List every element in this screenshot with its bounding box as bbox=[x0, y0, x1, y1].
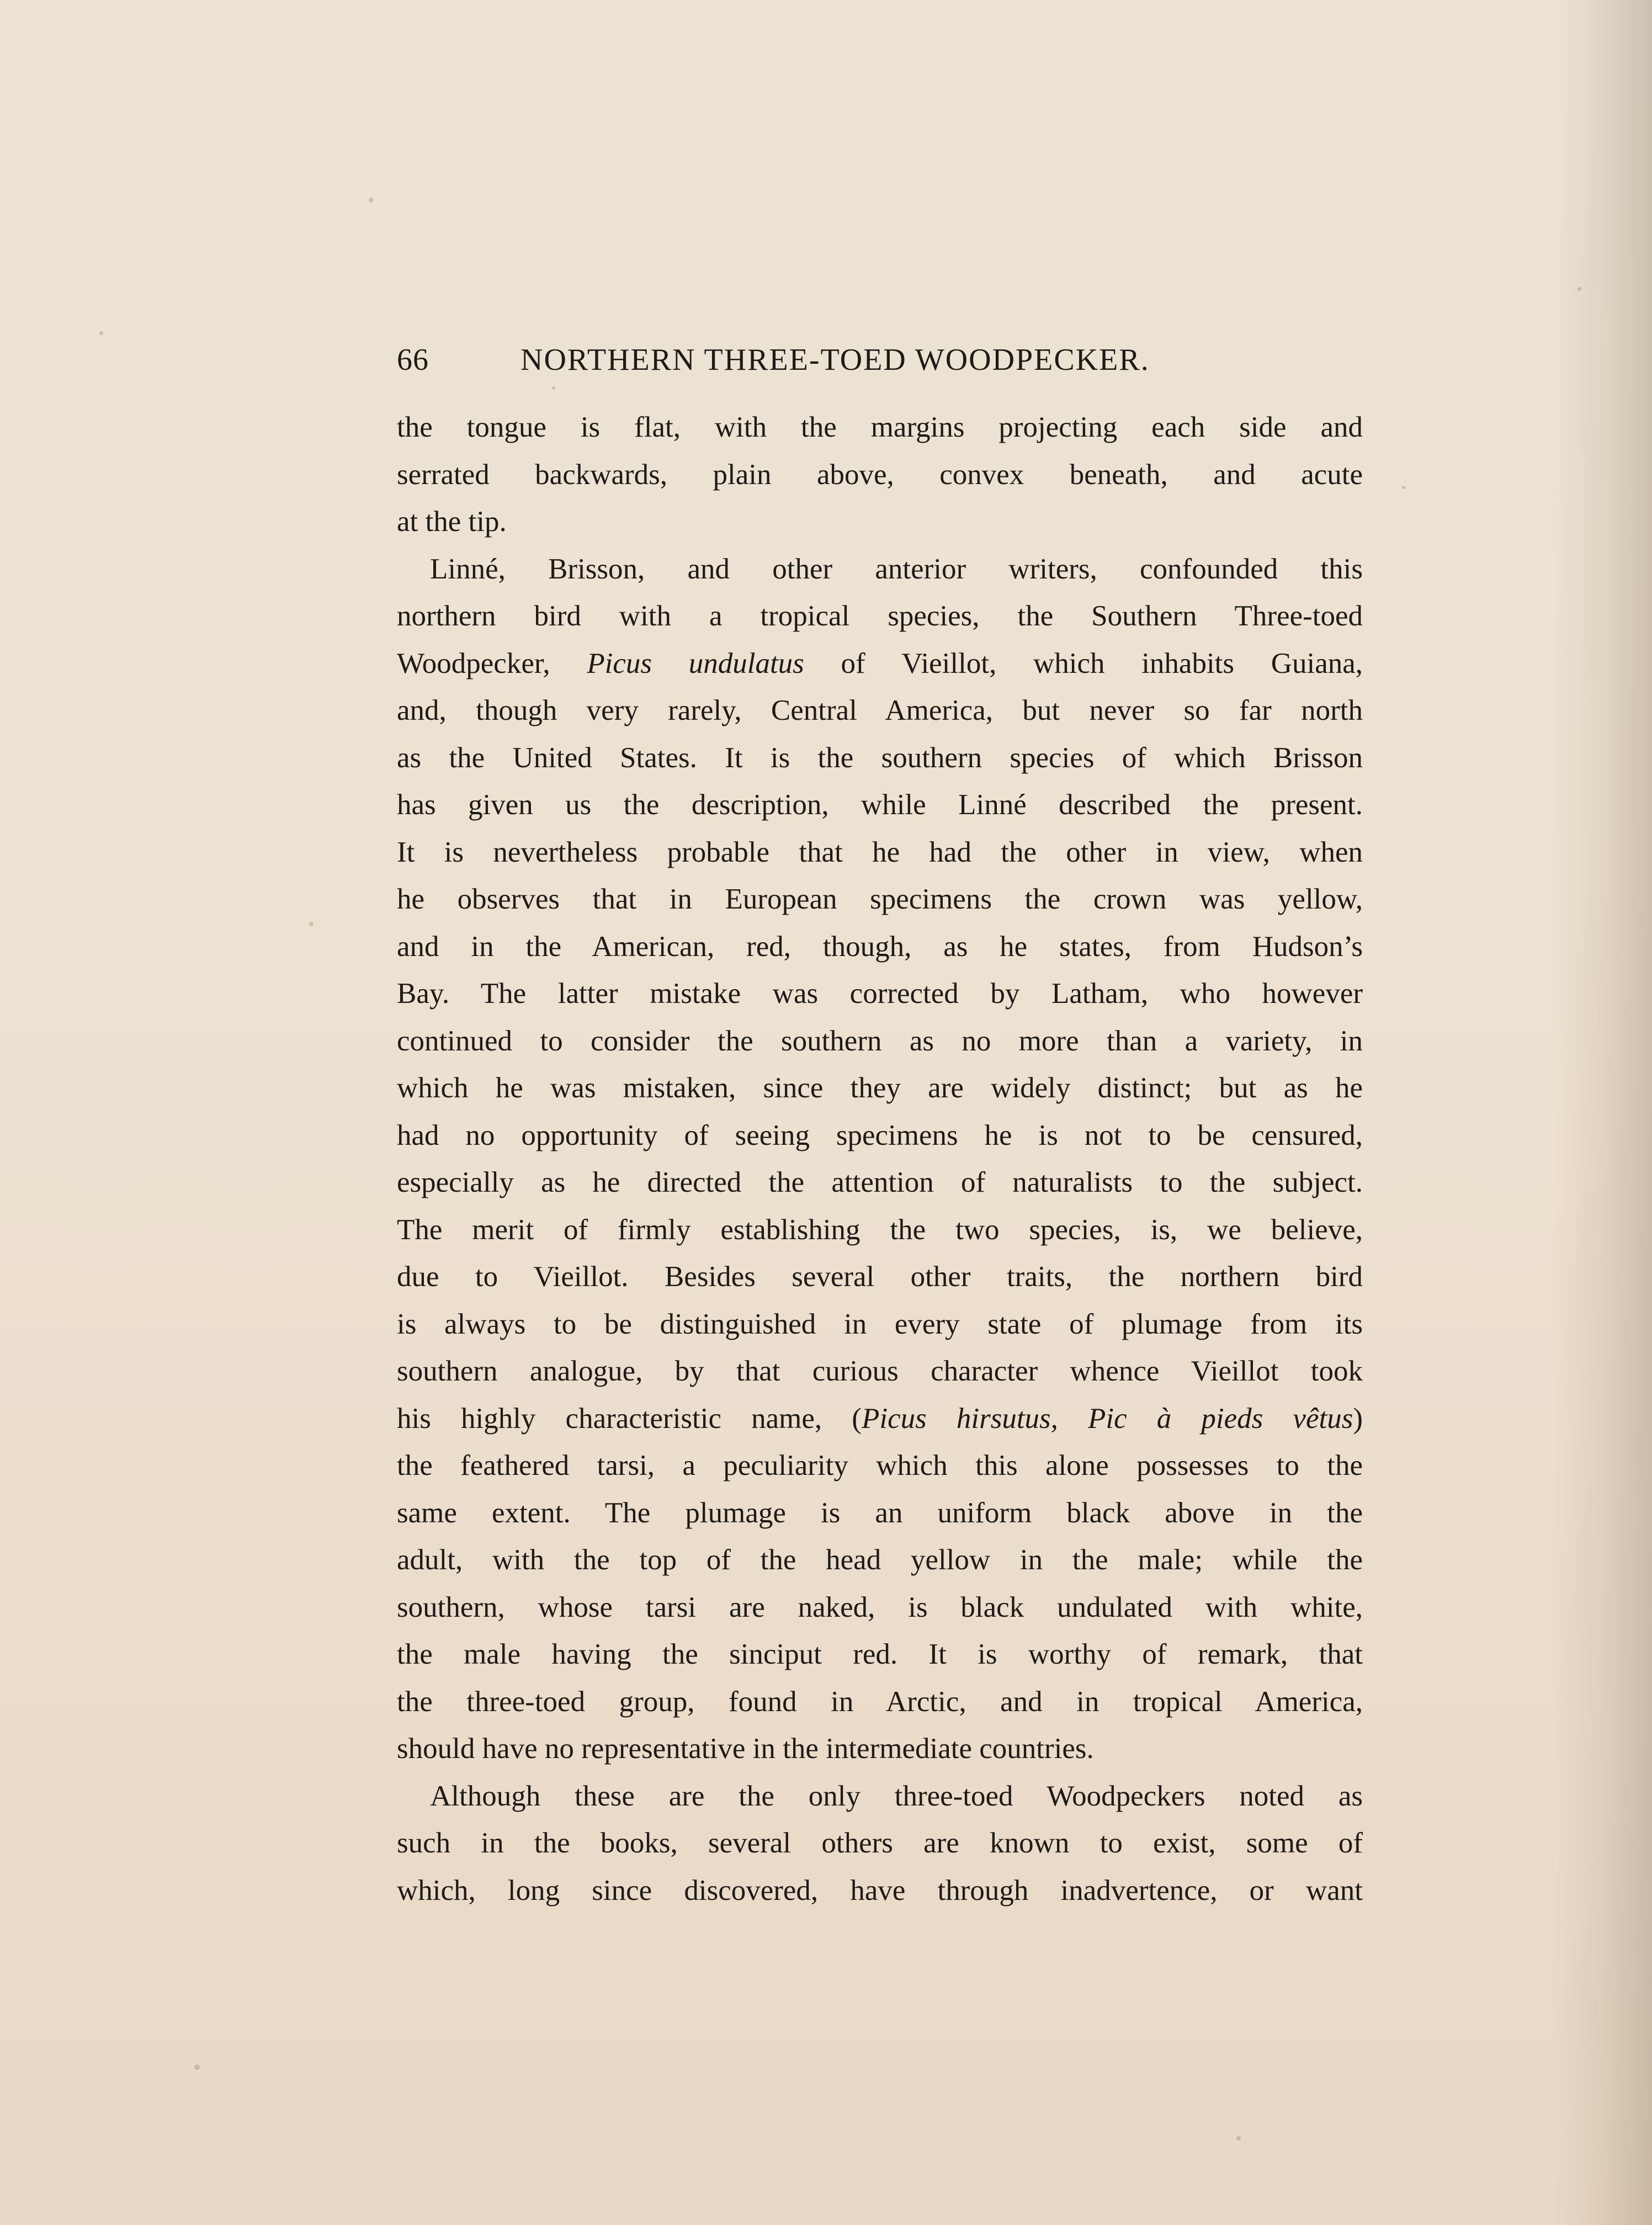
text-run: his highly characteristic name, ( bbox=[397, 1402, 862, 1435]
text-line: Bay. The latter mistake was corrected by Latham, who however bbox=[397, 978, 1363, 1010]
paper-speck bbox=[1577, 287, 1581, 291]
text-line: southern, whose tarsi are naked, is black undulated with white, bbox=[397, 1591, 1363, 1623]
text-line: due to Vieillot. Besides several other traits, the northern bird bbox=[397, 1261, 1363, 1293]
running-head bbox=[397, 338, 1247, 382]
body-text bbox=[397, 404, 1363, 1914]
page-number: 66 bbox=[397, 343, 429, 377]
paper-speck bbox=[309, 922, 314, 926]
paragraph-first-line: Linné, Brisson, and other anterior writers, confounded this bbox=[430, 553, 1363, 585]
text-run: Woodpecker, bbox=[397, 647, 550, 679]
paper-speck bbox=[1402, 486, 1405, 489]
paper-speck bbox=[1236, 2136, 1241, 2141]
text-line: had no opportunity of seeing specimens he is not to be censured, bbox=[397, 1119, 1363, 1151]
text-run: of Vieillot, which inhabits Guiana, bbox=[841, 647, 1363, 679]
paper-speck bbox=[99, 331, 103, 335]
paragraph-first-line: Although these are the only three-toed Woodpeckers noted as bbox=[430, 1780, 1363, 1812]
text-line: should have no representative in the intermediate countries. bbox=[397, 1733, 1094, 1765]
running-title: NORTHERN THREE-TOED WOODPECKER. bbox=[520, 343, 1150, 377]
text-line: southern analogue, by that curious character whence Vieillot took bbox=[397, 1355, 1363, 1387]
text-line: as the United States. It is the southern species of which Brisson bbox=[397, 741, 1363, 774]
text-run: ) bbox=[1353, 1402, 1363, 1435]
text-line: It is nevertheless probable that he had the other in view, when bbox=[397, 836, 1363, 868]
text-line: has given us the description, while Linné described the present. bbox=[397, 789, 1363, 821]
text-line: such in the books, several others are known to exist, some of bbox=[397, 1827, 1363, 1859]
text-line: and in the American, red, though, as he states, from Hudson’s bbox=[397, 930, 1363, 963]
text-line: continued to consider the southern as no more than a variety, in bbox=[397, 1024, 1363, 1057]
paper-speck bbox=[194, 2064, 200, 2070]
species-name-italic: Picus undulatus bbox=[587, 647, 804, 679]
text-line: adult, with the top of the head yellow in the male; while the bbox=[397, 1544, 1363, 1576]
text-line: the tongue is flat, with the margins projecting each side and bbox=[397, 411, 1363, 443]
text-line: same extent. The plumage is an uniform black above in the bbox=[397, 1496, 1363, 1529]
text-line: the feathered tarsi, a peculiarity which this alone possesses to the bbox=[397, 1449, 1363, 1481]
text-line: The merit of firmly establishing the two species, is, we believe, bbox=[397, 1213, 1363, 1246]
text-line: serrated backwards, plain above, convex beneath, and acute bbox=[397, 458, 1363, 491]
paper-speck bbox=[369, 198, 374, 203]
text-line: and, though very rarely, Central America, but never so far north bbox=[397, 694, 1363, 726]
species-name-italic: Picus hirsutus, Pic à pieds vêtus bbox=[861, 1402, 1353, 1435]
text-line: especially as he directed the attention of naturalists to the subject. bbox=[397, 1166, 1363, 1198]
text-line: is always to be distinguished in every state of plumage from its bbox=[397, 1308, 1363, 1340]
paper-speck bbox=[552, 386, 555, 390]
text-line: which, long since discovered, have through inadvertence, or want bbox=[397, 1874, 1363, 1907]
text-line bbox=[397, 640, 1363, 688]
text-line: at the tip. bbox=[397, 506, 507, 538]
text-line: the three-toed group, found in Arctic, and in tropical America, bbox=[397, 1685, 1363, 1718]
text-line: which he was mistaken, since they are widely distinct; but as he bbox=[397, 1072, 1363, 1104]
text-line: the male having the sinciput red. It is worthy of remark, that bbox=[397, 1638, 1363, 1670]
text-line bbox=[397, 1395, 1363, 1443]
text-line: northern bird with a tropical species, the Southern Three-toed bbox=[397, 600, 1363, 632]
text-line: he observes that in European specimens the crown was yellow, bbox=[397, 883, 1363, 915]
